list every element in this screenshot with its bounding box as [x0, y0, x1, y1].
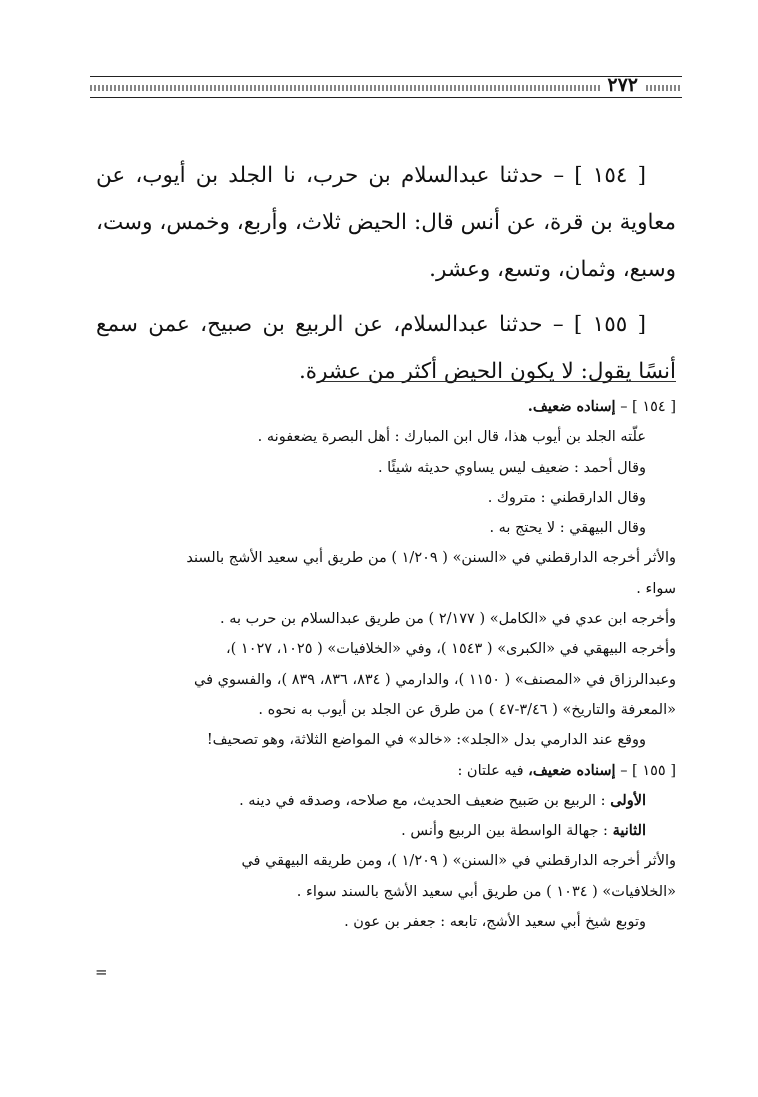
note-line-first [96, 786, 676, 816]
note-line: ووقع عند الدارمي بدل «الجلد»: «خالد» في المواضع الثلاثة، وهو تصحيف! [206, 732, 646, 749]
athar-154: [ ١٥٤ ] – حدثنا عبدالسلام بن حرب، نا الجلد بن أيوب، عن معاوية بن قرة، عن أنس قال: الحيض ثلاث، وأربع، وخمس، وست، وسبع، وثمان، وتسع، وعشر. [96, 163, 676, 282]
page-number: ٢٧٢ [607, 74, 638, 96]
second-text: : جهالة الواسطة بين الربيع وأنس . [401, 823, 608, 840]
footnote-separator [322, 381, 676, 382]
first-text: : الربيع بن صَبيح ضعيف الحديث، مع صلاحه، وصدقه في دينه . [239, 792, 606, 809]
note-line: وقال البيهقي : لا يحتج به . [489, 520, 646, 537]
footnotes [96, 392, 676, 937]
note-line: والأثر أخرجه الدارقطني في «السنن» ( ١/٢٠٩ ) من طريق أبي سعيد الأشج بالسند [186, 550, 676, 567]
note-line: «الخلافيات» ( ١٠٣٤ ) من طريق أبي سعيد الأشج بالسند سواء . [296, 883, 676, 900]
header-dotted-rule [90, 85, 600, 91]
note-number: [ ١٥٤ ] – [620, 399, 676, 415]
first-label: الأولى [610, 791, 646, 809]
note-line: وقال أحمد : ضعيف ليس يساوي حديثه شيئًا . [377, 459, 646, 476]
note-verdict: إسناده ضعيف. [527, 398, 616, 415]
note-line: سواء . [636, 580, 676, 597]
second-label: الثانية [612, 822, 646, 840]
note-line: وعبدالرزاق في «المصنف» ( ١١٥٠ )، والدارمي ( ٨٣٤، ٨٣٦، ٨٣٩ )، والفسوي في [193, 671, 676, 688]
note-154-heading [96, 392, 676, 422]
athar-155: [ ١٥٥ ] – حدثنا عبدالسلام، عن الربيع بن صبيح، عمن سمع أنسًا يقول: لا يكون الحيض أكثر من عشرة. [96, 312, 676, 384]
main-text [96, 152, 676, 395]
note-verdict: إسناده ضعيف، [528, 761, 616, 779]
note-155-heading [96, 756, 676, 786]
header-dotted-rule-right [646, 85, 682, 91]
note-verdict-tail: فيه علتان : [457, 762, 524, 779]
continuation-mark: = [95, 963, 108, 981]
header-rule [90, 76, 682, 77]
note-line: وقال الدارقطني : متروك . [487, 489, 646, 506]
page-header [90, 76, 682, 98]
note-line: وتوبع شيخ أبي سعيد الأشج، تابعه : جعفر بن عون . [344, 914, 646, 931]
note-line: علّته الجلد بن أيوب هذا، قال ابن المبارك : أهل البصرة يضعفونه . [257, 429, 646, 446]
note-line: وأخرجه ابن عدي في «الكامل» ( ٢/١٧٧ ) من طريق عبدالسلام بن حرب به . [220, 611, 676, 628]
note-line: «المعرفة والتاريخ» ( ٣/٤٦-٤٧ ) من طرق عن الجلد بن أيوب به نحوه . [258, 701, 676, 718]
note-number: [ ١٥٥ ] – [620, 762, 676, 779]
header-rule-bottom [90, 97, 682, 98]
note-line: وأخرجه البيهقي في «الكبرى» ( ١٥٤٣ )، وفي «الخلافيات» ( ١٠٢٥، ١٠٢٧ )، [225, 641, 676, 658]
note-line: والأثر أخرجه الدارقطني في «السنن» ( ١/٢٠٩ )، ومن طريقه البيهقي في [241, 853, 676, 870]
note-line-second [96, 816, 676, 846]
